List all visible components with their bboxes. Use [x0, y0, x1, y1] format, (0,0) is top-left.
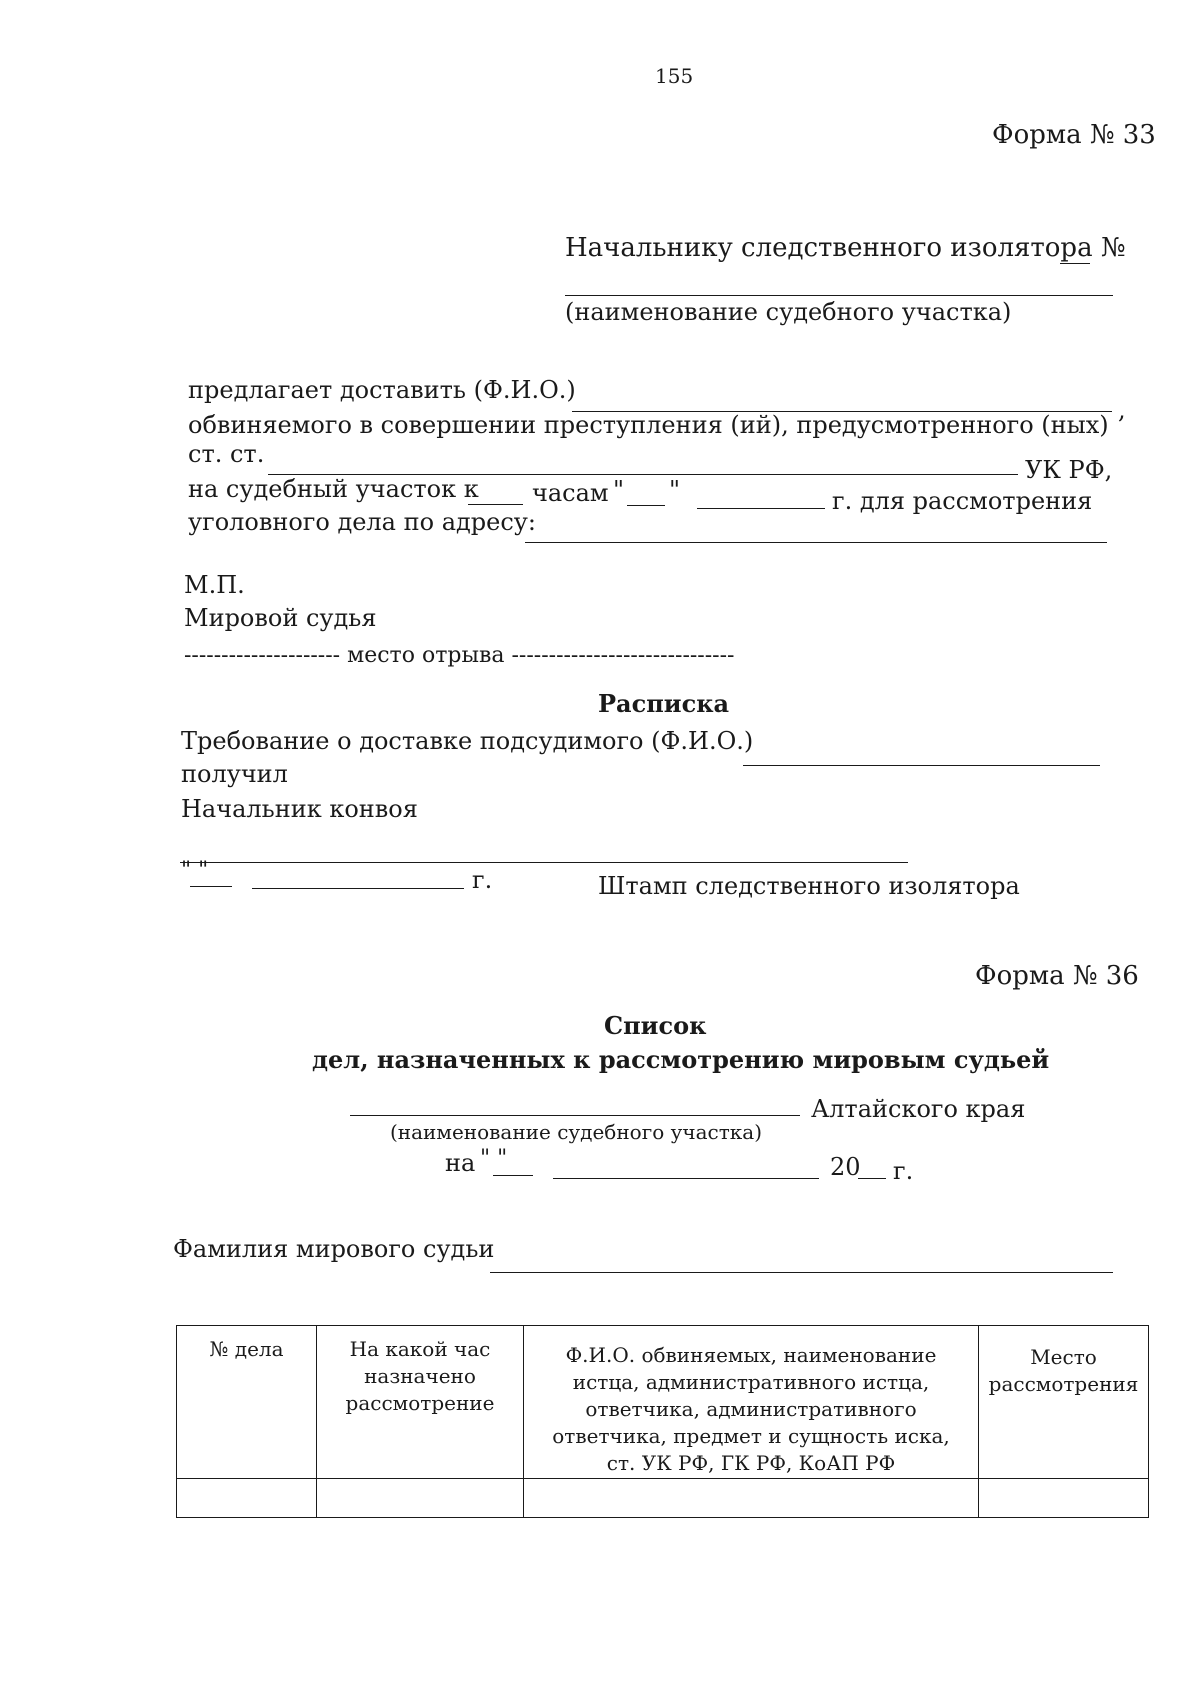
on-label: на	[445, 1149, 476, 1177]
receipt-name-field	[743, 765, 1100, 766]
receipt-year-mark: г.	[472, 866, 493, 894]
court-name-field-36	[350, 1115, 800, 1116]
court-label: на судебный участок к	[188, 475, 479, 503]
table-cell	[317, 1478, 524, 1517]
hour-field	[468, 504, 523, 505]
court-name-field	[565, 295, 1113, 296]
seal-label: М.П.	[184, 571, 245, 599]
region-label: Алтайского края	[811, 1095, 1026, 1123]
table-cell	[524, 1478, 979, 1517]
detention-number-field	[1060, 263, 1090, 264]
form-33-title: Форма № 33	[992, 120, 1156, 150]
header-hour: На какой час назначено рассмотрение	[317, 1326, 524, 1479]
header-parties: Ф.И.О. обвиняемых, наименование истца, административного истца, ответчика, административного ответчика, предмет и сущность иска, ст. УК РФ, ГК РФ, КоАП РФ	[524, 1326, 979, 1479]
header-place: Место рассмотрения	[979, 1326, 1149, 1479]
table-row	[177, 1478, 1149, 1517]
judge-surname-label: Фамилия мирового судьи	[173, 1235, 495, 1263]
tear-off-line: --------------------- место отрыва ------------------------------	[184, 643, 735, 668]
case-address-label: уголовного дела по адресу:	[188, 508, 536, 536]
page-number: 155	[655, 64, 694, 88]
address-field	[525, 542, 1107, 543]
comma: ,	[1118, 396, 1126, 424]
quote-open: "	[613, 476, 625, 504]
list-year-label: 20	[830, 1153, 861, 1181]
year-for-label: г. для рассмотрения	[832, 487, 1093, 515]
list-heading: Список	[604, 1011, 707, 1040]
court-name-caption-36: (наименование судебного участка)	[390, 1120, 763, 1144]
table-cell	[979, 1478, 1149, 1517]
stamp-label: Штамп следственного изолятора	[598, 872, 1020, 900]
deliver-label: предлагает доставить (Ф.И.О.)	[188, 376, 576, 404]
cases-table	[176, 1325, 1149, 1518]
receipt-day-field	[190, 886, 232, 887]
form-36-title: Форма № 36	[975, 961, 1139, 991]
month-field	[697, 508, 825, 509]
header-case-number: № дела	[177, 1326, 317, 1479]
receipt-label: Требование о доставке подсудимого (Ф.И.О.)	[181, 727, 754, 755]
list-day-field	[493, 1175, 533, 1176]
table-header-row	[177, 1326, 1149, 1479]
convoy-signature-field	[180, 862, 908, 863]
judge-label: Мировой судья	[184, 604, 377, 632]
judge-surname-field	[490, 1272, 1113, 1273]
list-month-field	[553, 1178, 819, 1179]
list-year-mark: г.	[893, 1157, 914, 1185]
convoy-head-label: Начальник конвоя	[181, 795, 418, 823]
accused-line: обвиняемого в совершении преступления (ий), предусмотренного (ных)	[188, 411, 1109, 439]
receipt-month-field	[252, 888, 464, 889]
receipt-quote-pair: " "	[181, 858, 209, 883]
receipt-title: Расписка	[598, 689, 730, 718]
court-name-caption: (наименование судебного участка)	[565, 298, 1012, 326]
addressee-line: Начальнику следственного изолятора №	[565, 233, 1126, 263]
hours-label: часам	[532, 479, 609, 507]
articles-label: ст. ст.	[188, 440, 265, 468]
quote-close: "	[669, 476, 681, 504]
list-subheading: дел, назначенных к рассмотрению мировым судьей	[312, 1045, 1050, 1074]
date-quote-pair: " "	[480, 1146, 508, 1171]
day-field	[627, 505, 665, 506]
received-label: получил	[181, 760, 288, 788]
uk-rf-label: УК РФ,	[1025, 456, 1113, 484]
table-cell	[177, 1478, 317, 1517]
list-year-field	[858, 1178, 886, 1179]
